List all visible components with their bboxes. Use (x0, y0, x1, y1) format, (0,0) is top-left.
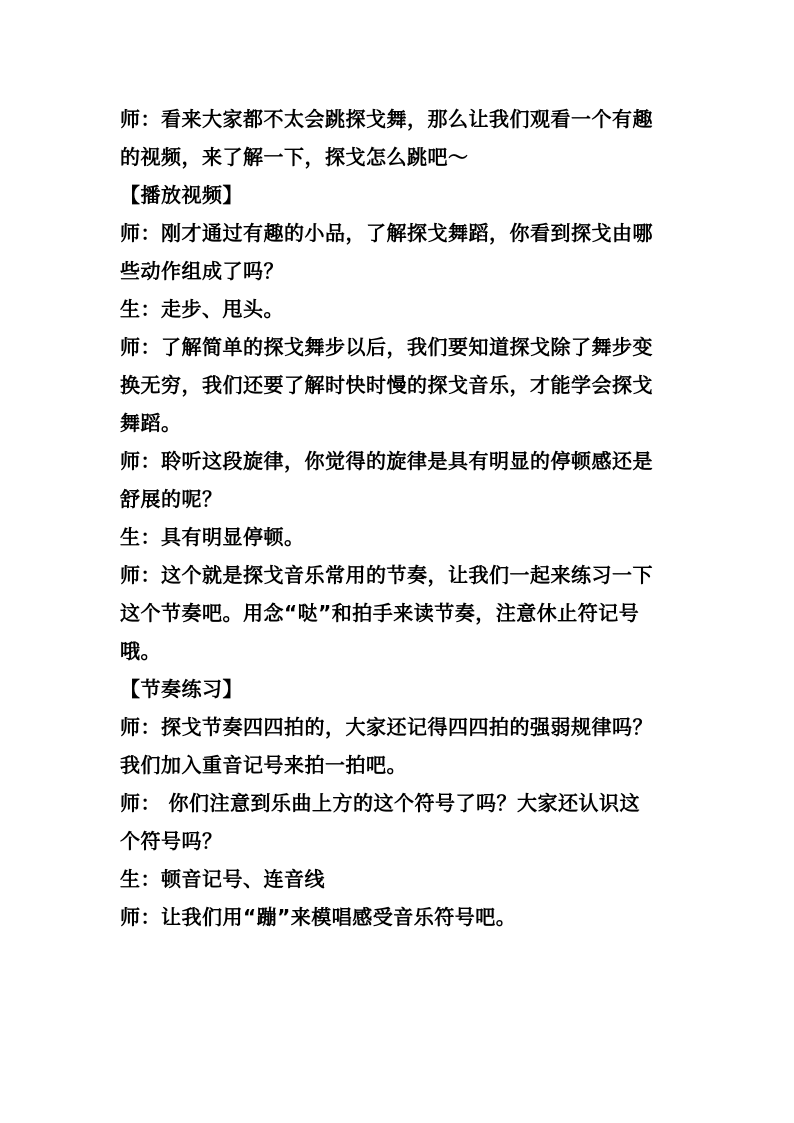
text-line: 师：让我们用“蹦”来模唱感受音乐符号吧。 (120, 905, 517, 929)
text-line: 师：了解简单的探戈舞步以后，我们要知道探戈除了舞步变 (120, 335, 653, 359)
text-line: 生：具有明显停顿。 (120, 525, 305, 549)
text-line: 个符号吗？ (120, 829, 223, 853)
text-line: 师：这个就是探戈音乐常用的节奏，让我们一起来练习一下 (120, 563, 653, 587)
text-line: 的视频，来了解一下，探戈怎么跳吧～ (120, 145, 469, 169)
text-line: 生：走步、甩头。 (120, 297, 284, 321)
text-line: 师：聆听这段旋律，你觉得的旋律是具有明显的停顿感还是 (120, 449, 653, 473)
text-line: 生：顿音记号、连音线 (120, 867, 325, 891)
text-line: 换无穷，我们还要了解时快时慢的探戈音乐，才能学会探戈 (120, 373, 653, 397)
text-line: 舒展的呢？ (120, 487, 223, 511)
text-line: 师： 你们注意到乐曲上方的这个符号了吗？大家还认识这 (120, 791, 640, 815)
text-line: 哦。 (120, 639, 161, 663)
text-line: 舞蹈。 (120, 411, 182, 435)
section-heading: 【播放视频】 (120, 183, 243, 207)
text-line: 师：看来大家都不太会跳探戈舞，那么让我们观看一个有趣 (120, 107, 653, 131)
section-heading: 【节奏练习】 (120, 677, 243, 701)
document-body (120, 100, 680, 936)
text-line: 师：探戈节奏四四拍的，大家还记得四四拍的强弱规律吗？ (120, 715, 653, 739)
text-line: 这个节奏吧。用念“哒”和拍手来读节奏，注意休止符记号 (120, 601, 640, 625)
text-line: 些动作组成了吗？ (120, 259, 284, 283)
text-line: 师：刚才通过有趣的小品，了解探戈舞蹈，你看到探戈由哪 (120, 221, 653, 245)
text-line: 我们加入重音记号来拍一拍吧。 (120, 753, 407, 777)
